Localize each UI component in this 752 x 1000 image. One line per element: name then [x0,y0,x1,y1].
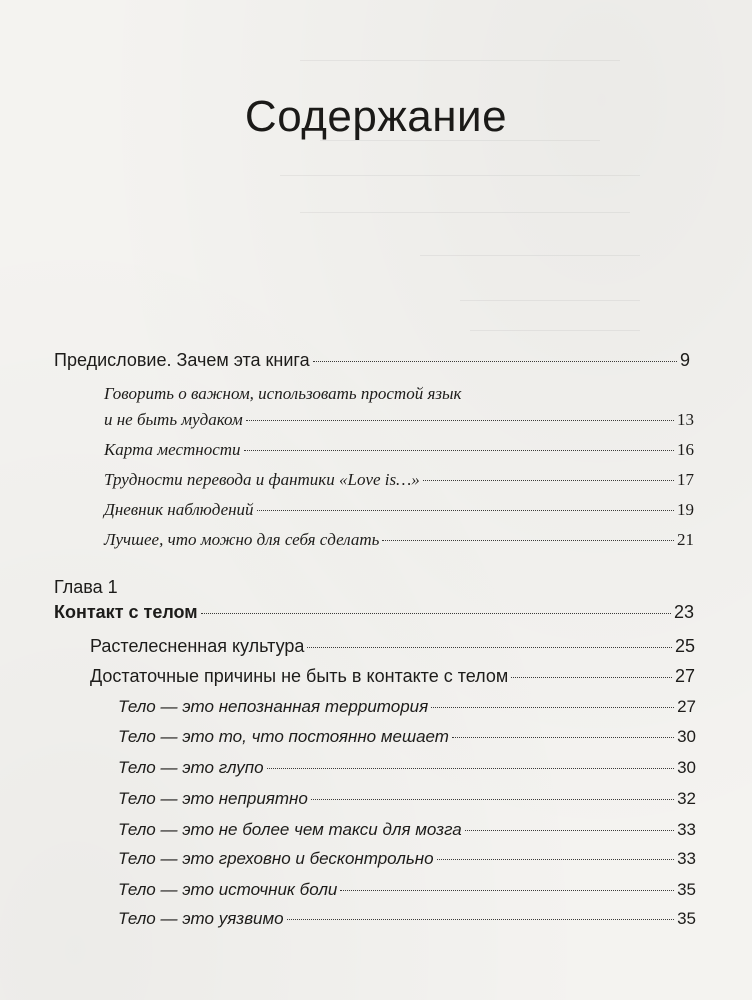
leader-dots [311,799,674,800]
toc-entry-subsection-5[interactable] [118,820,696,840]
leader-dots [511,677,672,678]
toc-page-number: 16 [677,440,694,459]
toc-entry-section-2[interactable] [90,666,695,687]
toc-entry-label: Предисловие. Зачем эта книга [54,350,310,370]
toc-entry-label-line1: Говорить о важном, использовать простой язык [104,384,462,403]
toc-entry-label: Карта местности [104,440,241,459]
toc-page-number: 13 [677,410,694,429]
toc-page-number: 33 [677,820,696,839]
toc-entry-label: Тело — это не более чем такси для мозга [118,820,462,839]
toc-page-number: 21 [677,530,694,549]
toc-page-number: 35 [677,880,696,899]
toc-page-number: 9 [679,350,690,370]
leader-dots [382,540,674,541]
toc-page-number: 17 [677,470,694,489]
toc-page-number: 33 [677,849,696,868]
toc-entry-preface-item-2[interactable] [104,440,694,460]
page-title: Содержание [244,92,508,141]
toc-entry-subsection-1[interactable] [118,697,696,717]
leader-dots [313,361,677,362]
toc-page-number: 27 [674,666,695,686]
toc-entry-label: Лучшее, что можно для себя сделать [104,530,380,549]
toc-entry-preface-item-5[interactable] [104,530,694,550]
leader-dots [267,768,674,769]
toc-entry-subsection-8[interactable] [118,909,696,929]
toc-page-number: 19 [677,500,694,519]
leader-dots [431,707,674,708]
toc-entry-label: Контакт с телом [54,602,198,622]
toc-page-number: 30 [677,758,696,777]
toc-entry-label: Тело — это непознанная территория [118,697,429,716]
toc-page-number: 35 [677,909,696,928]
toc-entry-subsection-6[interactable] [118,849,696,869]
leader-dots [423,480,674,481]
toc-entry-label: Трудности перевода и фантики «Love is…» [104,470,420,489]
toc-entry-label: Тело — это то, что постоянно мешает [118,727,449,746]
toc-entry-label: и не быть мудаком [104,410,243,429]
toc-page-number: 25 [674,636,695,656]
toc-entry-subsection-7[interactable] [118,880,696,900]
toc-entry-subsection-3[interactable] [118,758,696,778]
toc-entry-preface-item-3[interactable] [104,470,694,490]
toc-entry-preface-item-1[interactable] [104,410,694,430]
toc-page-number: 23 [673,602,694,622]
toc-entry-label: Тело — это уязвимо [118,909,284,928]
leader-dots [257,510,674,511]
toc-entry-label: Тело — это глупо [118,758,264,777]
leader-dots [246,420,674,421]
leader-dots [452,737,674,738]
chapter-heading: Глава 1 [54,577,118,597]
toc-entry-label: Тело — это греховно и бесконтрольно [118,849,434,868]
leader-dots [307,647,672,648]
toc-entry-label: Тело — это неприятно [118,789,308,808]
toc-entry-label: Дневник наблюдений [104,500,254,519]
leader-dots [244,450,674,451]
leader-dots [201,613,671,614]
toc-entry-subsection-2[interactable] [118,727,696,747]
toc-page-number: 32 [677,789,696,808]
toc-entry-subsection-4[interactable] [118,789,696,809]
leader-dots [465,830,674,831]
toc-entry-label: Достаточные причины не быть в контакте с телом [90,666,509,686]
toc-entry-chapter-1[interactable] [54,602,694,623]
leader-dots [437,859,674,860]
leader-dots [287,919,674,920]
toc-page-number: 30 [677,727,696,746]
leader-dots [340,890,674,891]
toc-entry-label: Тело — это источник боли [118,880,338,899]
toc-page-number: 27 [677,697,696,716]
toc-entry-preface-item-4[interactable] [104,500,694,520]
toc-entry-label: Растелесненная культура [90,636,305,656]
toc-entry-preface[interactable] [54,350,690,371]
toc-entry-section-1[interactable] [90,636,695,657]
